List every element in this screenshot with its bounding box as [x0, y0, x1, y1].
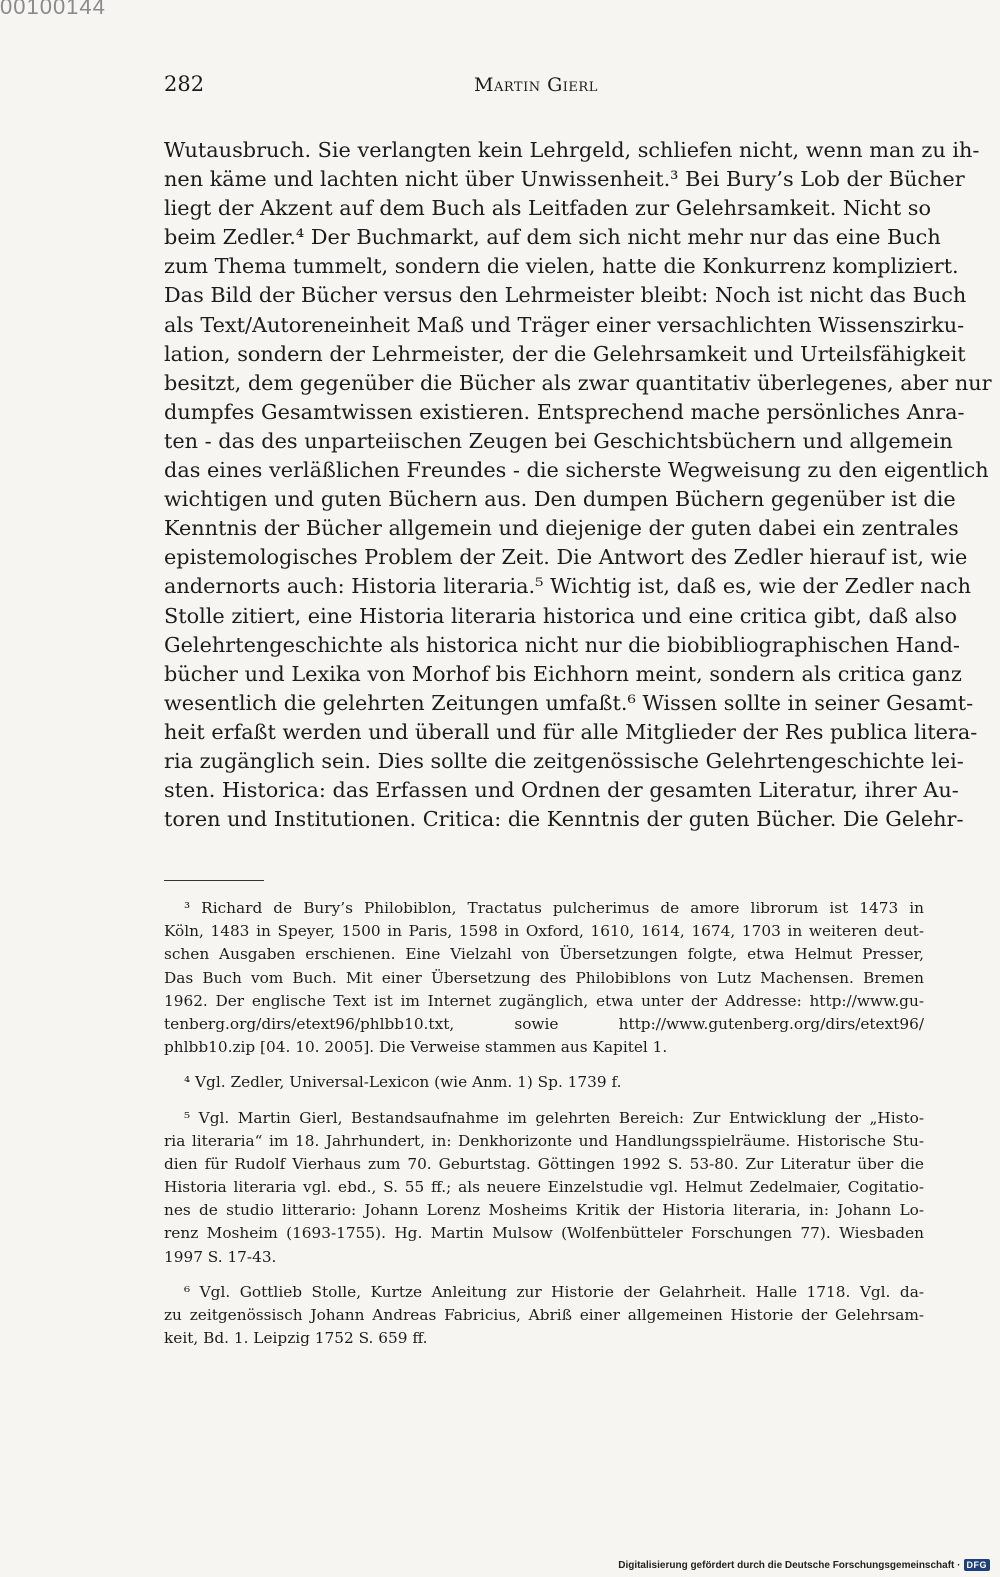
body-line: lation, sondern der Lehrmeister, der die Gelehrsamkeit und Urteilsfähigkeit [164, 341, 966, 366]
footnote-line: dien für Rudolf Vierhaus zum 70. Geburtstag. Göttingen 1992 S. 53-80. Zur Literatur über die [164, 1154, 924, 1173]
page-header [164, 72, 824, 102]
body-line: das eines verläßlichen Freundes - die sicherste Wegweisung zu den eigentlich [164, 458, 989, 483]
footnote-line: Das Buch vom Buch. Mit einer Übersetzung des Philobiblons von Lutz Machensen. Bremen [164, 968, 924, 987]
footnote-line: Historia literaria vgl. ebd., S. 55 ff.; als neuere Einzelstudie vgl. Helmut Zedelmaier, Cogitatio- [164, 1178, 924, 1197]
footnote-line: renz Mosheim (1693-1755). Hg. Martin Mulsow (Wolfenbütteler Forschungen 77). Wiesbaden [164, 1224, 924, 1243]
footnote-line: ⁴ Vgl. Zedler, Universal-Lexicon (wie Anm. 1) Sp. 1739 f. [184, 1073, 622, 1092]
scan-signature: 00100144 [0, 0, 106, 19]
footnote-line: 1962. Der englische Text ist im Internet zugänglich, etwa unter der Addresse: http://www.gu- [164, 991, 924, 1010]
body-line: nen käme und lachten nicht über Unwissenheit.³ Bei Bury’s Lob der Bücher [164, 167, 965, 192]
footnote-line: ⁶ Vgl. Gottlieb Stolle, Kurtze Anleitung zur Historie der Gelahrheit. Halle 1718. Vgl. da- [184, 1282, 924, 1301]
body-line: wesentlich die gelehrten Zeitungen umfaßt.⁶ Wissen sollte in seiner Gesamt- [164, 690, 974, 715]
footnote-3 [164, 897, 924, 1059]
body-line: andernorts auch: Historia literaria.⁵ Wichtig ist, daß es, wie der Zedler nach [164, 574, 972, 599]
body-line: sten. Historica: das Erfassen und Ordnen der gesamten Literatur, ihrer Au- [164, 778, 959, 803]
footnote-6 [164, 1281, 924, 1351]
footnote-line: tenberg.org/dirs/etext96/phlbb10.txt, sowie http://www.gutenberg.org/dirs/etext96/ [164, 1014, 924, 1033]
footnote-line: phlbb10.zip [04. 10. 2005]. Die Verweise stammen aus Kapitel 1. [164, 1038, 668, 1057]
running-head: Martin Gierl [474, 74, 598, 96]
body-line: Kenntnis der Bücher allgemein und diejenige der guten dabei ein zentrales [164, 516, 959, 541]
body-line: epistemologisches Problem der Zeit. Die Antwort des Zedler hierauf ist, wie [164, 545, 968, 570]
body-line: Gelehrtengeschichte als historica nicht nur die biobibliographischen Hand- [164, 632, 960, 657]
body-line: als Text/Autoreneinheit Maß und Träger einer versachlichten Wissenszirku- [164, 312, 965, 337]
digitization-footer [618, 1559, 990, 1571]
footnote-line: ³ Richard de Bury’s Philobiblon, Tractatus pulcherimus de amore librorum ist 1473 in [184, 899, 924, 917]
footnote-line: Köln, 1483 in Speyer, 1500 in Paris, 1598 in Oxford, 1610, 1614, 1674, 1703 in weiteren deut- [164, 922, 924, 941]
page-number: 282 [164, 72, 205, 96]
body-line: wichtigen und guten Büchern aus. Den dumpen Büchern gegenüber ist die [164, 487, 956, 512]
body-line: liegt der Akzent auf dem Buch als Leitfaden zur Gelehrsamkeit. Nicht so [164, 196, 931, 221]
footnote-5 [164, 1107, 924, 1269]
body-text [164, 136, 992, 834]
footnote-line: ria literaria“ im 18. Jahrhundert, in: Denkhorizonte und Handlungsspielräume. Historische Stu- [164, 1131, 924, 1150]
footnotes [164, 897, 924, 1350]
body-line: beim Zedler.⁴ Der Buchmarkt, auf dem sich nicht mehr nur das eine Buch [164, 225, 941, 250]
footnote-line: ⁵ Vgl. Martin Gierl, Bestandsaufnahme im gelehrten Bereich: Zur Entwicklung der „Histo- [184, 1108, 924, 1127]
body-line: zum Thema tummelt, sondern die vielen, hatte die Konkurrenz kompliziert. [164, 254, 959, 279]
footnote-rule [164, 880, 264, 881]
footer-text: Digitalisierung gefördert durch die Deutsche Forschungsgemeinschaft · [618, 1559, 961, 1571]
footnote-line: 1997 S. 17-43. [164, 1247, 277, 1266]
footnote-4 [164, 1071, 924, 1094]
body-line: toren und Institutionen. Critica: die Kenntnis der guten Bücher. Die Gelehr- [164, 807, 964, 832]
body-line: ria zugänglich sein. Dies sollte die zeitgenössische Gelehrtengeschichte lei- [164, 748, 964, 773]
body-line: besitzt, dem gegenüber die Bücher als zwar quantitativ überlegenes, aber nur [164, 370, 992, 395]
footnote-line: zu zeitgenössisch Johann Andreas Fabricius, Abriß einer allgemeinen Historie der Gelehrsam- [164, 1306, 924, 1324]
body-line: heit erfaßt werden und überall und für alle Mitglieder der Res publica litera- [164, 719, 978, 744]
body-line: bücher und Lexika von Morhof bis Eichhorn meint, sondern als critica ganz [164, 661, 962, 686]
body-line: dumpfes Gesamtwissen existieren. Entsprechend mache persönliches Anra- [164, 399, 965, 424]
footnote-line: schen Ausgaben erschienen. Eine Vielzahl von Übersetzungen folgte, etwa Helmut Presser, [164, 945, 924, 964]
body-line: Das Bild der Bücher versus den Lehrmeister bleibt: Noch ist nicht das Buch [164, 283, 967, 308]
footnote-line: keit, Bd. 1. Leipzig 1752 S. 659 ff. [164, 1329, 428, 1348]
dfg-logo: DFG [964, 1559, 991, 1571]
body-line: Stolle zitiert, eine Historia literaria historica und eine critica gibt, daß also [164, 603, 957, 628]
body-line: Wutausbruch. Sie verlangten kein Lehrgeld, schliefen nicht, wenn man zu ih- [164, 138, 980, 162]
body-line: ten - das des unparteiischen Zeugen bei Geschichtsbüchern und allgemein [164, 428, 953, 453]
footnote-line: nes de studio litterario: Johann Lorenz Mosheims Kritik der Historia literaria, in: Johann Lo- [164, 1201, 924, 1220]
